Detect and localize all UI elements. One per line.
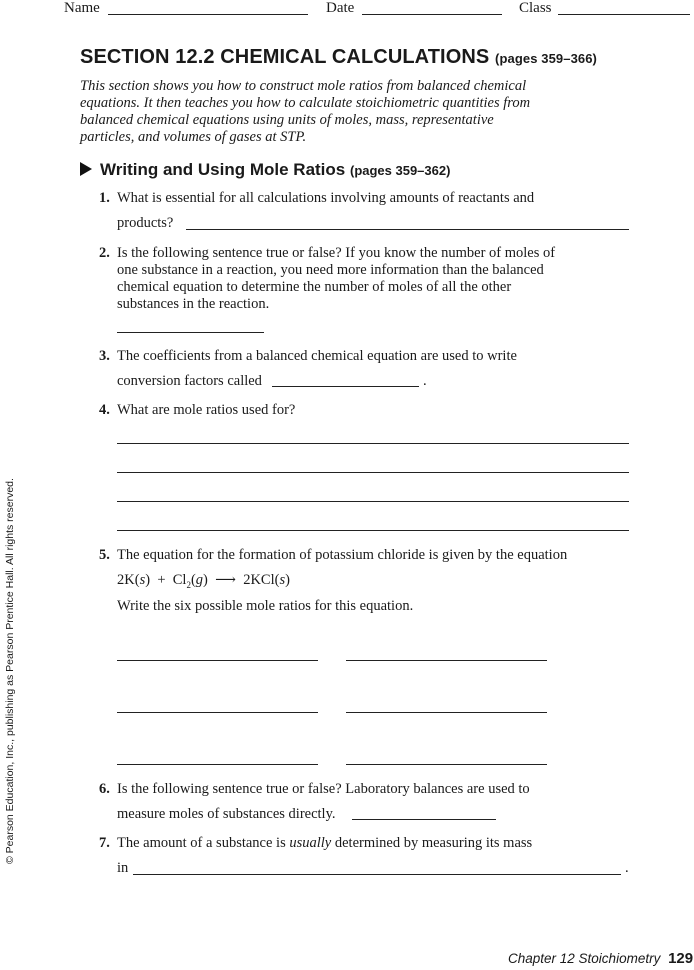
q7-answer-line[interactable]	[133, 874, 621, 875]
q3-text: The coefficients from a balanced chemical equation are used to write	[117, 348, 517, 364]
section-intro: This section shows you how to construct mole ratios from balanced chemical equations. It then teaches you how to calculate stoichiometric quantities from balanced chemical equations using units of moles, mass, representative particles, and volumes of gases at STP.	[80, 78, 531, 145]
q2-text: Is the following sentence true or false? If you know the number of moles of one substance in a reaction, you need more information than the balanced chemical equation to determine the number of moles of all the other substances in the reaction.	[117, 245, 556, 312]
q4-answer-line-3[interactable]	[117, 501, 629, 502]
q4-answer-line-4[interactable]	[117, 530, 629, 531]
subsection-pages: (pages 359–362)	[349, 163, 451, 178]
q7-text-cont: in	[117, 860, 129, 876]
eq-subscript-2: 2	[186, 579, 191, 590]
q5-ratio-line-4[interactable]	[346, 712, 547, 713]
eq-reactant-k: 2K(	[117, 572, 140, 588]
reaction-arrow-icon: ⟶	[215, 572, 236, 588]
q5-ratio-line-6[interactable]	[346, 764, 547, 765]
q5-equation	[117, 572, 290, 594]
section-title	[80, 46, 597, 69]
date-label: Date	[326, 0, 355, 16]
q6-answer-line[interactable]	[352, 819, 496, 820]
q5-ratio-line-2[interactable]	[346, 660, 547, 661]
eq-plus: +	[157, 572, 166, 588]
q7-text	[117, 835, 562, 852]
eq-state-s1: s	[139, 572, 146, 588]
q3-text-cont: conversion factors called	[117, 373, 262, 389]
q5-ratio-line-5[interactable]	[117, 764, 318, 765]
q1-answer-line[interactable]	[186, 229, 629, 230]
q5-number: 5.	[99, 547, 110, 563]
eq-paren-2: )	[203, 572, 208, 588]
eq-paren-3: )	[285, 572, 290, 588]
q6-number: 6.	[99, 781, 110, 797]
q6-text-cont: measure moles of substances directly.	[117, 806, 336, 822]
name-label: Name	[64, 0, 100, 16]
date-input-line[interactable]	[362, 14, 502, 15]
eq-reactant-cl: Cl	[172, 572, 187, 588]
q5-instruction: Write the six possible mole ratios for this equation.	[117, 598, 414, 614]
q5-ratio-line-1[interactable]	[117, 660, 318, 661]
q3-answer-line[interactable]	[272, 386, 419, 387]
page-footer	[508, 950, 693, 967]
eq-product-kcl: 2KCl(	[243, 572, 280, 588]
page-number: 129	[668, 950, 694, 967]
q3-number: 3.	[99, 348, 110, 364]
q2-answer-line[interactable]	[117, 332, 264, 333]
q7-text-b: determined by measuring its mass	[331, 835, 533, 851]
triangle-bullet-icon	[80, 162, 92, 176]
q2-number: 2.	[99, 245, 110, 261]
class-input-line[interactable]	[558, 14, 690, 15]
q7-text-emphasis: usually	[289, 835, 332, 851]
subsection-heading	[80, 160, 450, 180]
section-title-text: SECTION 12.2 CHEMICAL CALCULATIONS	[80, 46, 490, 68]
q4-answer-line-1[interactable]	[117, 443, 629, 444]
q1-number: 1.	[99, 190, 110, 206]
q7-number: 7.	[99, 835, 110, 851]
q1-text-cont: products?	[117, 215, 174, 231]
class-label: Class	[519, 0, 552, 16]
q5-ratio-line-3[interactable]	[117, 712, 318, 713]
eq-state-s2: s	[279, 572, 286, 588]
footer-chapter: Chapter 12 Stoichiometry	[508, 951, 661, 966]
q4-number: 4.	[99, 402, 110, 418]
q7-period: .	[625, 860, 629, 876]
q1-text: What is essential for all calculations involving amounts of reactants and	[117, 190, 535, 206]
name-input-line[interactable]	[108, 14, 308, 15]
q3-period: .	[423, 373, 427, 389]
q4-text: What are mole ratios used for?	[117, 402, 296, 418]
copyright-sidebar: © Pearson Education, Inc., publishing as Pearson Prentice Hall. All rights reserved.	[4, 478, 16, 864]
subsection-title: Writing and Using Mole Ratios	[100, 160, 346, 179]
eq-paren-open-2: (	[190, 572, 196, 588]
q4-answer-line-2[interactable]	[117, 472, 629, 473]
q6-text: Is the following sentence true or false? Laboratory balances are used to	[117, 781, 530, 797]
eq-paren-1: )	[145, 572, 151, 588]
section-pages: (pages 359–366)	[495, 51, 597, 66]
q7-text-a: The amount of a substance is	[117, 835, 290, 851]
q5-text: The equation for the formation of potassium chloride is given by the equation	[117, 547, 568, 563]
eq-state-g: g	[195, 572, 204, 588]
